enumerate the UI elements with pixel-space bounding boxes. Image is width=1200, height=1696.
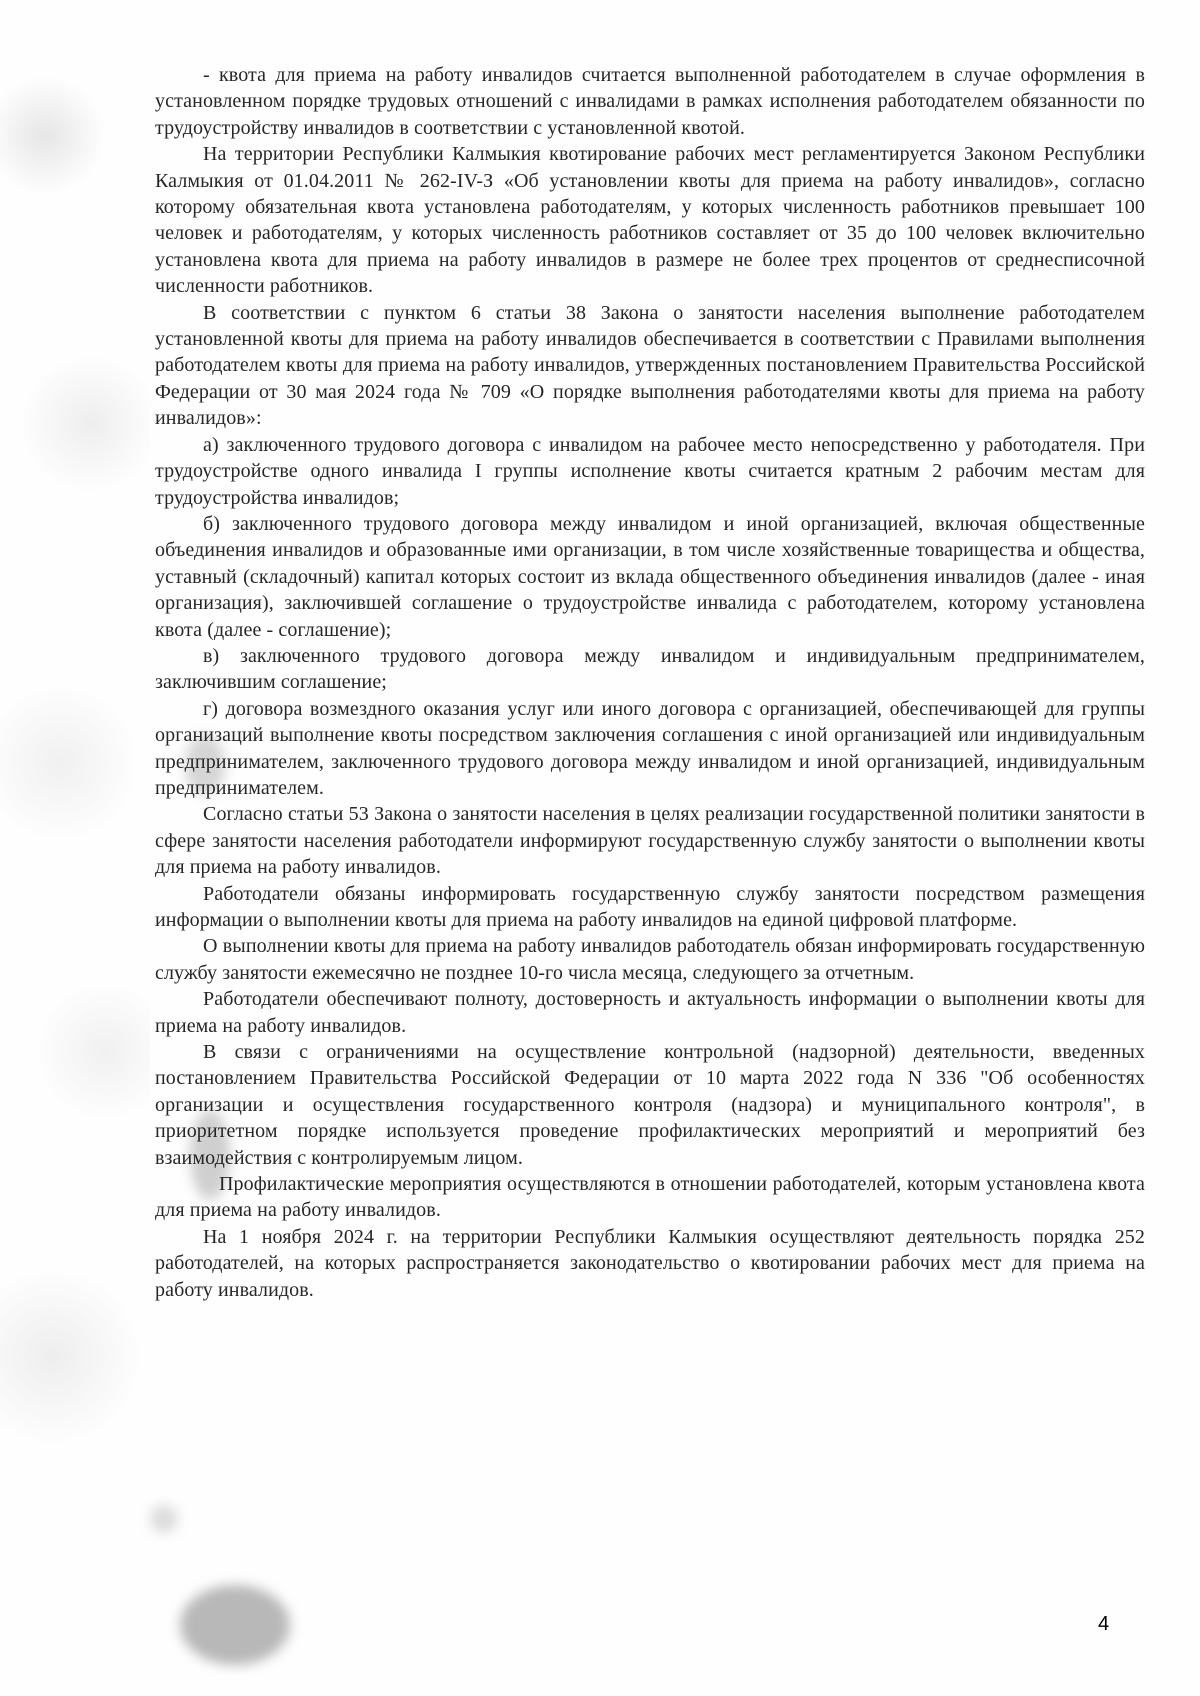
paragraph-restrictions: В связи с ограничениями на осуществление контрольной (надзорной) деятельности, введенных постановлением Правительства Российской Федерации от 10 марта 2022 года N 336 "Об особенностях организации и осуществления государственного контроля (надзора) и муниципального контроля", в приоритетном порядке используется проведение профилактических мероприятий и мероприятий без взаимодействия с контролируемым лицом. <box>155 1041 1145 1169</box>
paragraph-employers-count: На 1 ноября 2024 г. на территории Республики Калмыкия осуществляют деятельность порядка 252 работодателей, на которых распространяется законодательство о квотировании рабочих мест для приема на работу инвалидов. <box>155 1225 1145 1301</box>
scan-smudge <box>150 1505 178 1533</box>
page-number: 4 <box>1098 1613 1110 1635</box>
paragraph-digital-platform: Работодатели обязаны информировать государственную службу занятости посредством размещения информации о выполнении квоты для приема на работу инвалидов на единой цифровой платформе. <box>155 882 1145 931</box>
paragraph-preventive: Профилактические мероприятия осуществляются в отношении работодателей, которым установлена квота для приема на работу инвалидов. <box>155 1173 1145 1222</box>
paragraph-quota-fulfilled: - квота для приема на работу инвалидов считается выполненной работодателем в случае оформления в установленном порядке трудовых отношений с инвалидами в рамках исполнения работодателем обязанности по трудоустройству инвалидов в соответствии с установленной квотой. <box>155 64 1145 139</box>
paragraph-item-b: б) заключенного трудового договора между инвалидом и иной организацией, включая общественные объединения инвалидов и образованные ими организации, в том числе хозяйственные товарищества и общества, уставный (складочный) капитал которых состоит из вклада общественного объединения инвалидов (далее - иная организация), заключившей соглашение о трудоустройстве инвалида с работодателем, которому установлена квота (далее - соглашение); <box>155 512 1145 641</box>
paragraph-kalmykia-law: На территории Республики Калмыкия квотирование рабочих мест регламентируется Законом Республики Калмыкия от 01.04.2011 № 262-IV-З «Об установлении квоты для приема на работу инвалидов», согласно которому обязательная квота установлена работодателям, у которых численность работников превышает 100 человек и работодателям, у которых численность работников составляет от 35 до 100 человек включительно установлена квота для приема на работу инвалидов в размере не более трех процентов от среднесписочной численности работников. <box>155 143 1145 298</box>
paragraph-item-a: а) заключенного трудового договора с инвалидом на рабочее место непосредственно у работодателя. При трудоустройстве одного инвалида I группы исполнение квоты считается кратным 2 рабочим местам для трудоустройства инвалидов; <box>155 433 1145 509</box>
document-body <box>155 62 1145 1303</box>
paragraph-monthly-report: О выполнении квоты для приема на работу инвалидов работодатель обязан информировать государственную службу занятости ежемесячно не позднее 10-го числа месяца, следующего за отчетным. <box>155 935 1145 984</box>
paragraph-item-g: г) договора возмездного оказания услуг или иного договора с организацией, обеспечивающей для группы организаций выполнение квоты посредством заключения соглашения с иной организацией или индивидуальным предпринимателем, заключенного трудового договора между инвалидом и иной организацией, индивидуальным предпринимателем. <box>155 697 1145 799</box>
paragraph-completeness: Работодатели обеспечивают полноту, достоверность и актуальность информации о выполнении квоты для приема на работу инвалидов. <box>155 988 1145 1037</box>
scan-smudge <box>180 1585 290 1665</box>
paragraph-article-53: Согласно статьи 53 Закона о занятости населения в целях реализации государственной политики занятости в сфере занятости населения работодатели информируют государственную службу занятости о выполнении квоты для приема на работу инвалидов. <box>155 803 1145 879</box>
paragraph-article-38: В соответствии с пунктом 6 статьи 38 Закона о занятости населения выполнение работодателем установленной квоты для приема на работу инвалидов обеспечивается в соответствии с Правилами выполнения работодателем квоты для приема на работу инвалидов, утвержденных постановлением Правительства Российской Федерации от 30 мая 2024 года № 709 «О порядке выполнения работодателями квоты для приема на работу инвалидов»: <box>155 301 1145 430</box>
paragraph-item-v: в) заключенного трудового договора между инвалидом и индивидуальным предпринимателем, заключившим соглашение; <box>155 644 1145 694</box>
scan-noise <box>0 0 150 1696</box>
